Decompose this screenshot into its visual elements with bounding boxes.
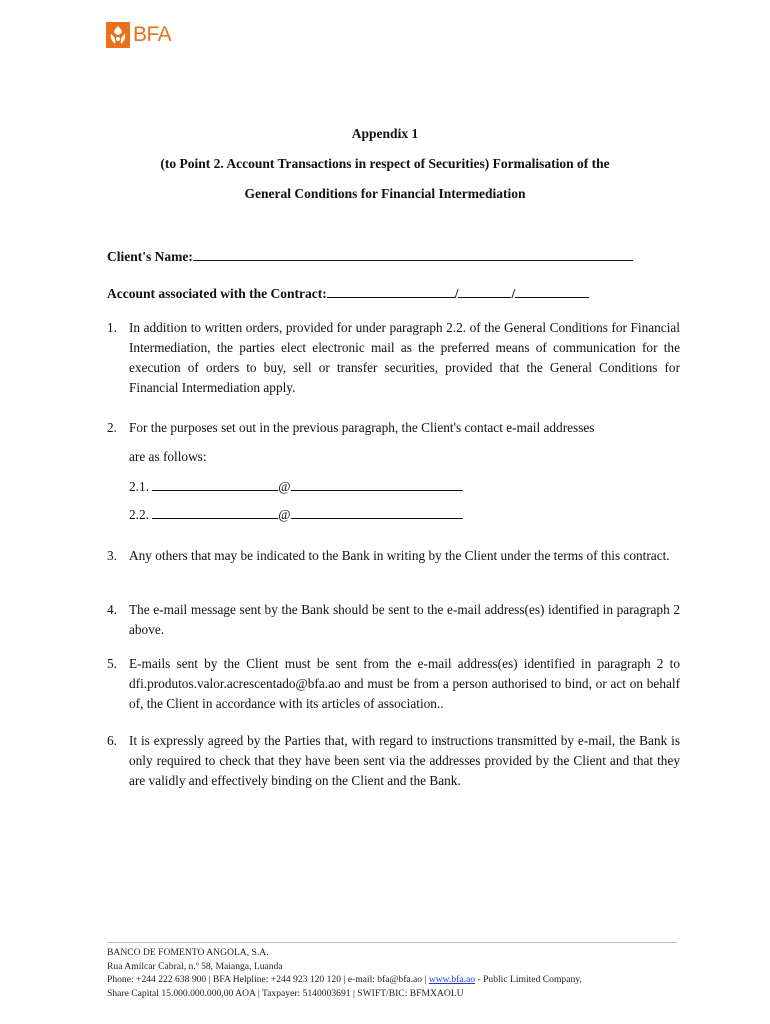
email-user-blank[interactable] bbox=[152, 505, 278, 519]
item-text: In addition to written orders, provided for under paragraph 2.2. of the General Conditions for Financial Intermediation, the parties elect electronic mail as the preferred means of communication for the execution of orders to buy, sell or transfer securities, provided that the General Conditions for Financial Intermediation apply. bbox=[129, 320, 680, 395]
email-user-blank[interactable] bbox=[152, 477, 278, 491]
item-text: The e-mail message sent by the Bank should be sent to the e-mail address(es) identified in paragraph 2 above. bbox=[129, 602, 680, 637]
item-number: 1. bbox=[107, 320, 117, 335]
email-row bbox=[129, 477, 463, 497]
footer-company: BANCO DE FOMENTO ANGOLA, S.A. bbox=[107, 947, 269, 958]
email-domain-blank[interactable] bbox=[291, 505, 463, 519]
item-number: 4. bbox=[107, 602, 117, 617]
email-number: 2.2. bbox=[129, 507, 149, 522]
item-text: For the purposes set out in the previous paragraph, the Client's contact e-mail addresses bbox=[129, 420, 595, 435]
item-text: are as follows: bbox=[129, 449, 207, 464]
logo-text: BFA bbox=[133, 23, 172, 46]
footer bbox=[107, 946, 582, 1000]
title-line-3: General Conditions for Financial Intermediation bbox=[244, 186, 526, 201]
item-number: 5. bbox=[107, 656, 117, 671]
footer-website-link[interactable]: www.bfa.ao bbox=[428, 974, 476, 986]
item-text: E-mails sent by the Client must be sent from the e-mail address(es) identified in paragraph 2 to dfi.produtos.valor.acrescentado@bfa.ao and must be from a person authorised to bind, or act on behalf of, the Client in accordance with its articles of association.. bbox=[129, 656, 680, 711]
email-at: @ bbox=[278, 507, 291, 522]
footer-company-type: - Public Limited Company, bbox=[475, 974, 582, 986]
account-blank-1[interactable] bbox=[327, 283, 455, 298]
item-number: 3. bbox=[107, 548, 117, 563]
client-name-label: Client's Name: bbox=[107, 249, 193, 264]
email-domain-blank[interactable] bbox=[291, 477, 463, 491]
footer-capital: Share Capital 15.000.000.000,00 AOA | Taxpayer: 5140003691 | SWIFT/BIC: BFMXAOLU bbox=[107, 987, 464, 999]
item-text: It is expressly agreed by the Parties that, with regard to instructions transmitted by e-mail, the Bank is only required to check that they have been sent via the addresses provided by the Client and that they are validly and effectively binding on the Client and the Bank. bbox=[129, 733, 680, 788]
list-item bbox=[107, 654, 680, 714]
list-item bbox=[107, 546, 680, 566]
bfa-logo bbox=[106, 21, 171, 49]
account-separator-2: / bbox=[511, 286, 516, 301]
account-label: Account associated with the Contract: bbox=[107, 286, 327, 301]
account-field bbox=[107, 283, 589, 304]
list-item bbox=[107, 318, 680, 398]
account-blank-3[interactable] bbox=[515, 283, 589, 298]
list-item bbox=[107, 418, 680, 438]
client-name-field bbox=[107, 246, 633, 267]
list-item bbox=[107, 600, 680, 640]
footer-address: Rua Amílcar Cabral, n.º 58, Maianga, Luanda bbox=[107, 960, 283, 972]
email-row bbox=[129, 505, 463, 525]
document-title bbox=[0, 124, 770, 214]
account-separator-1: / bbox=[454, 286, 459, 301]
client-name-blank[interactable] bbox=[193, 246, 633, 261]
email-at: @ bbox=[278, 479, 291, 494]
title-line-1: Appendix 1 bbox=[351, 126, 419, 141]
footer-divider bbox=[107, 942, 677, 943]
account-blank-2[interactable] bbox=[458, 283, 511, 298]
item-number: 6. bbox=[107, 733, 117, 748]
footer-phone: Phone: +244 222 638 900 | BFA Helpline: +244 923 120 120 | e-mail: bfa@bfa.ao | bbox=[107, 974, 429, 986]
item-number: 2. bbox=[107, 420, 117, 435]
bfa-logo-icon bbox=[106, 22, 130, 48]
list-item-continuation bbox=[107, 447, 680, 467]
email-number: 2.1. bbox=[129, 479, 149, 494]
list-item bbox=[107, 731, 680, 791]
item-text: Any others that may be indicated to the Bank in writing by the Client under the terms of this contract. bbox=[129, 548, 670, 563]
title-line-2: (to Point 2. Account Transactions in respect of Securities) Formalisation of the bbox=[160, 156, 610, 171]
footer-contact bbox=[107, 973, 582, 987]
